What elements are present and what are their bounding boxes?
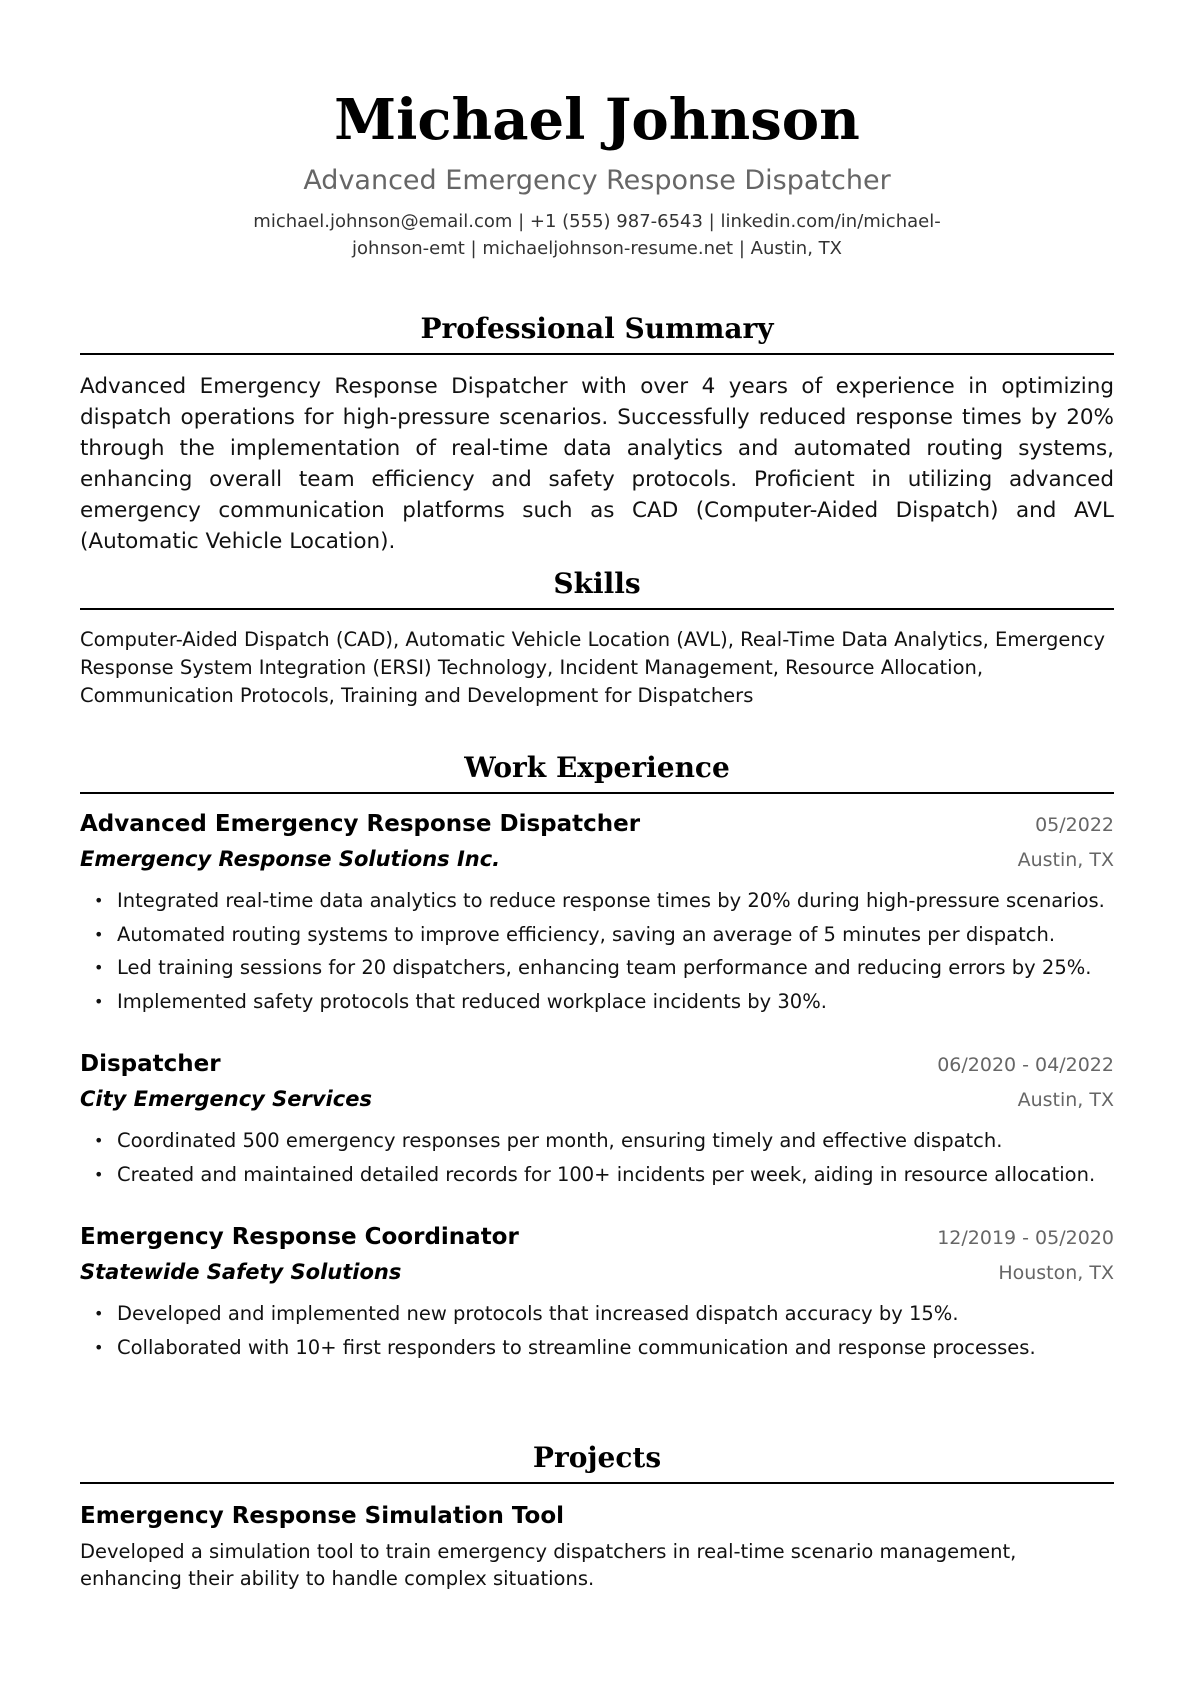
job-company: City Emergency Services — [80, 1087, 372, 1111]
job-bullet: • Automated routing systems to improve efficiency, saving an average of 5 minutes per dispatch. — [80, 918, 1114, 952]
job-date: 06/2020 - 04/2022 — [937, 1054, 1114, 1076]
job-bullets — [80, 1297, 1114, 1364]
project-description: Developed a simulation tool to train emergency dispatchers in real-time scenario management, enhancing their ability to handle complex situations. — [80, 1540, 1017, 1590]
candidate-headline: Advanced Emergency Response Dispatcher — [303, 165, 891, 196]
job-bullet: • Developed and implemented new protocols that increased dispatch accuracy by 15%. — [80, 1297, 1114, 1331]
work-experience-heading: Work Experience — [80, 750, 1114, 794]
projects-heading: Projects — [80, 1440, 1114, 1484]
job-bullets — [80, 1124, 1114, 1191]
job-bullet: • Coordinated 500 emergency responses per month, ensuring timely and effective dispatch. — [80, 1124, 1114, 1158]
job-date: 12/2019 - 05/2020 — [937, 1227, 1114, 1249]
summary-text: Advanced Emergency Response Dispatcher with over 4 years of experience in optimizing dispatch operations for high-pressure scenarios. Successfully reduced response times by 20% through the implementation of real-time data analytics and automated routing systems, enhancing overall team efficiency and safety protocols. Proficient in utilizing advanced emergency communication platforms such as CAD (Computer-Aided Dispatch) and AVL (Automatic Vehicle Location). — [80, 374, 1114, 554]
job-entry — [80, 1048, 1114, 1191]
skills-heading: Skills — [80, 566, 1114, 610]
job-title: Emergency Response Coordinator — [80, 1224, 519, 1250]
projects-section — [80, 1440, 1114, 1592]
work-experience-section — [80, 750, 1114, 1364]
job-bullet: • Led training sessions for 20 dispatchers, enhancing team performance and reducing errors by 25%. — [80, 951, 1114, 985]
skills-text: Computer-Aided Dispatch (CAD), Automatic Vehicle Location (AVL), Real-Time Data Analytics, Emergency Response System Integration (ERSI) Technology, Incident Management, Resource Allocation, Communication Protocols, Training and Development for Dispatchers — [80, 628, 1106, 707]
job-bullet: • Collaborated with 10+ first responders to streamline communication and response processes. — [80, 1331, 1114, 1365]
candidate-name: Michael Johnson — [334, 87, 860, 153]
job-bullet: • Implemented safety protocols that reduced workplace incidents by 30%. — [80, 985, 1114, 1019]
contact-line: michael.johnson@email.com | +1 (555) 987-6543 | linkedin.com/in/michael-johnson-emt | michaeljohnson-resume.net | Austin, TX — [253, 211, 941, 259]
summary-section — [80, 311, 1114, 557]
job-bullet: • Integrated real-time data analytics to reduce response times by 20% during high-pressure scenarios. — [80, 884, 1114, 918]
resume-page — [80, 0, 1114, 1590]
job-entry — [80, 1221, 1114, 1364]
job-title: Advanced Emergency Response Dispatcher — [80, 811, 641, 837]
job-company: Statewide Safety Solutions — [80, 1260, 402, 1284]
job-date: 05/2022 — [1035, 814, 1114, 836]
job-location: Austin, TX — [1017, 849, 1114, 871]
job-company: Emergency Response Solutions Inc. — [80, 847, 501, 871]
job-entry — [80, 808, 1114, 1018]
job-location: Austin, TX — [1017, 1089, 1114, 1111]
job-title: Dispatcher — [80, 1051, 221, 1077]
job-bullets — [80, 884, 1114, 1018]
job-location: Houston, TX — [998, 1262, 1114, 1284]
job-bullet: • Created and maintained detailed records for 100+ incidents per week, aiding in resource allocation. — [80, 1158, 1114, 1192]
summary-heading: Professional Summary — [80, 311, 1114, 355]
skills-section — [80, 566, 1114, 710]
project-title: Emergency Response Simulation Tool — [80, 1503, 564, 1529]
